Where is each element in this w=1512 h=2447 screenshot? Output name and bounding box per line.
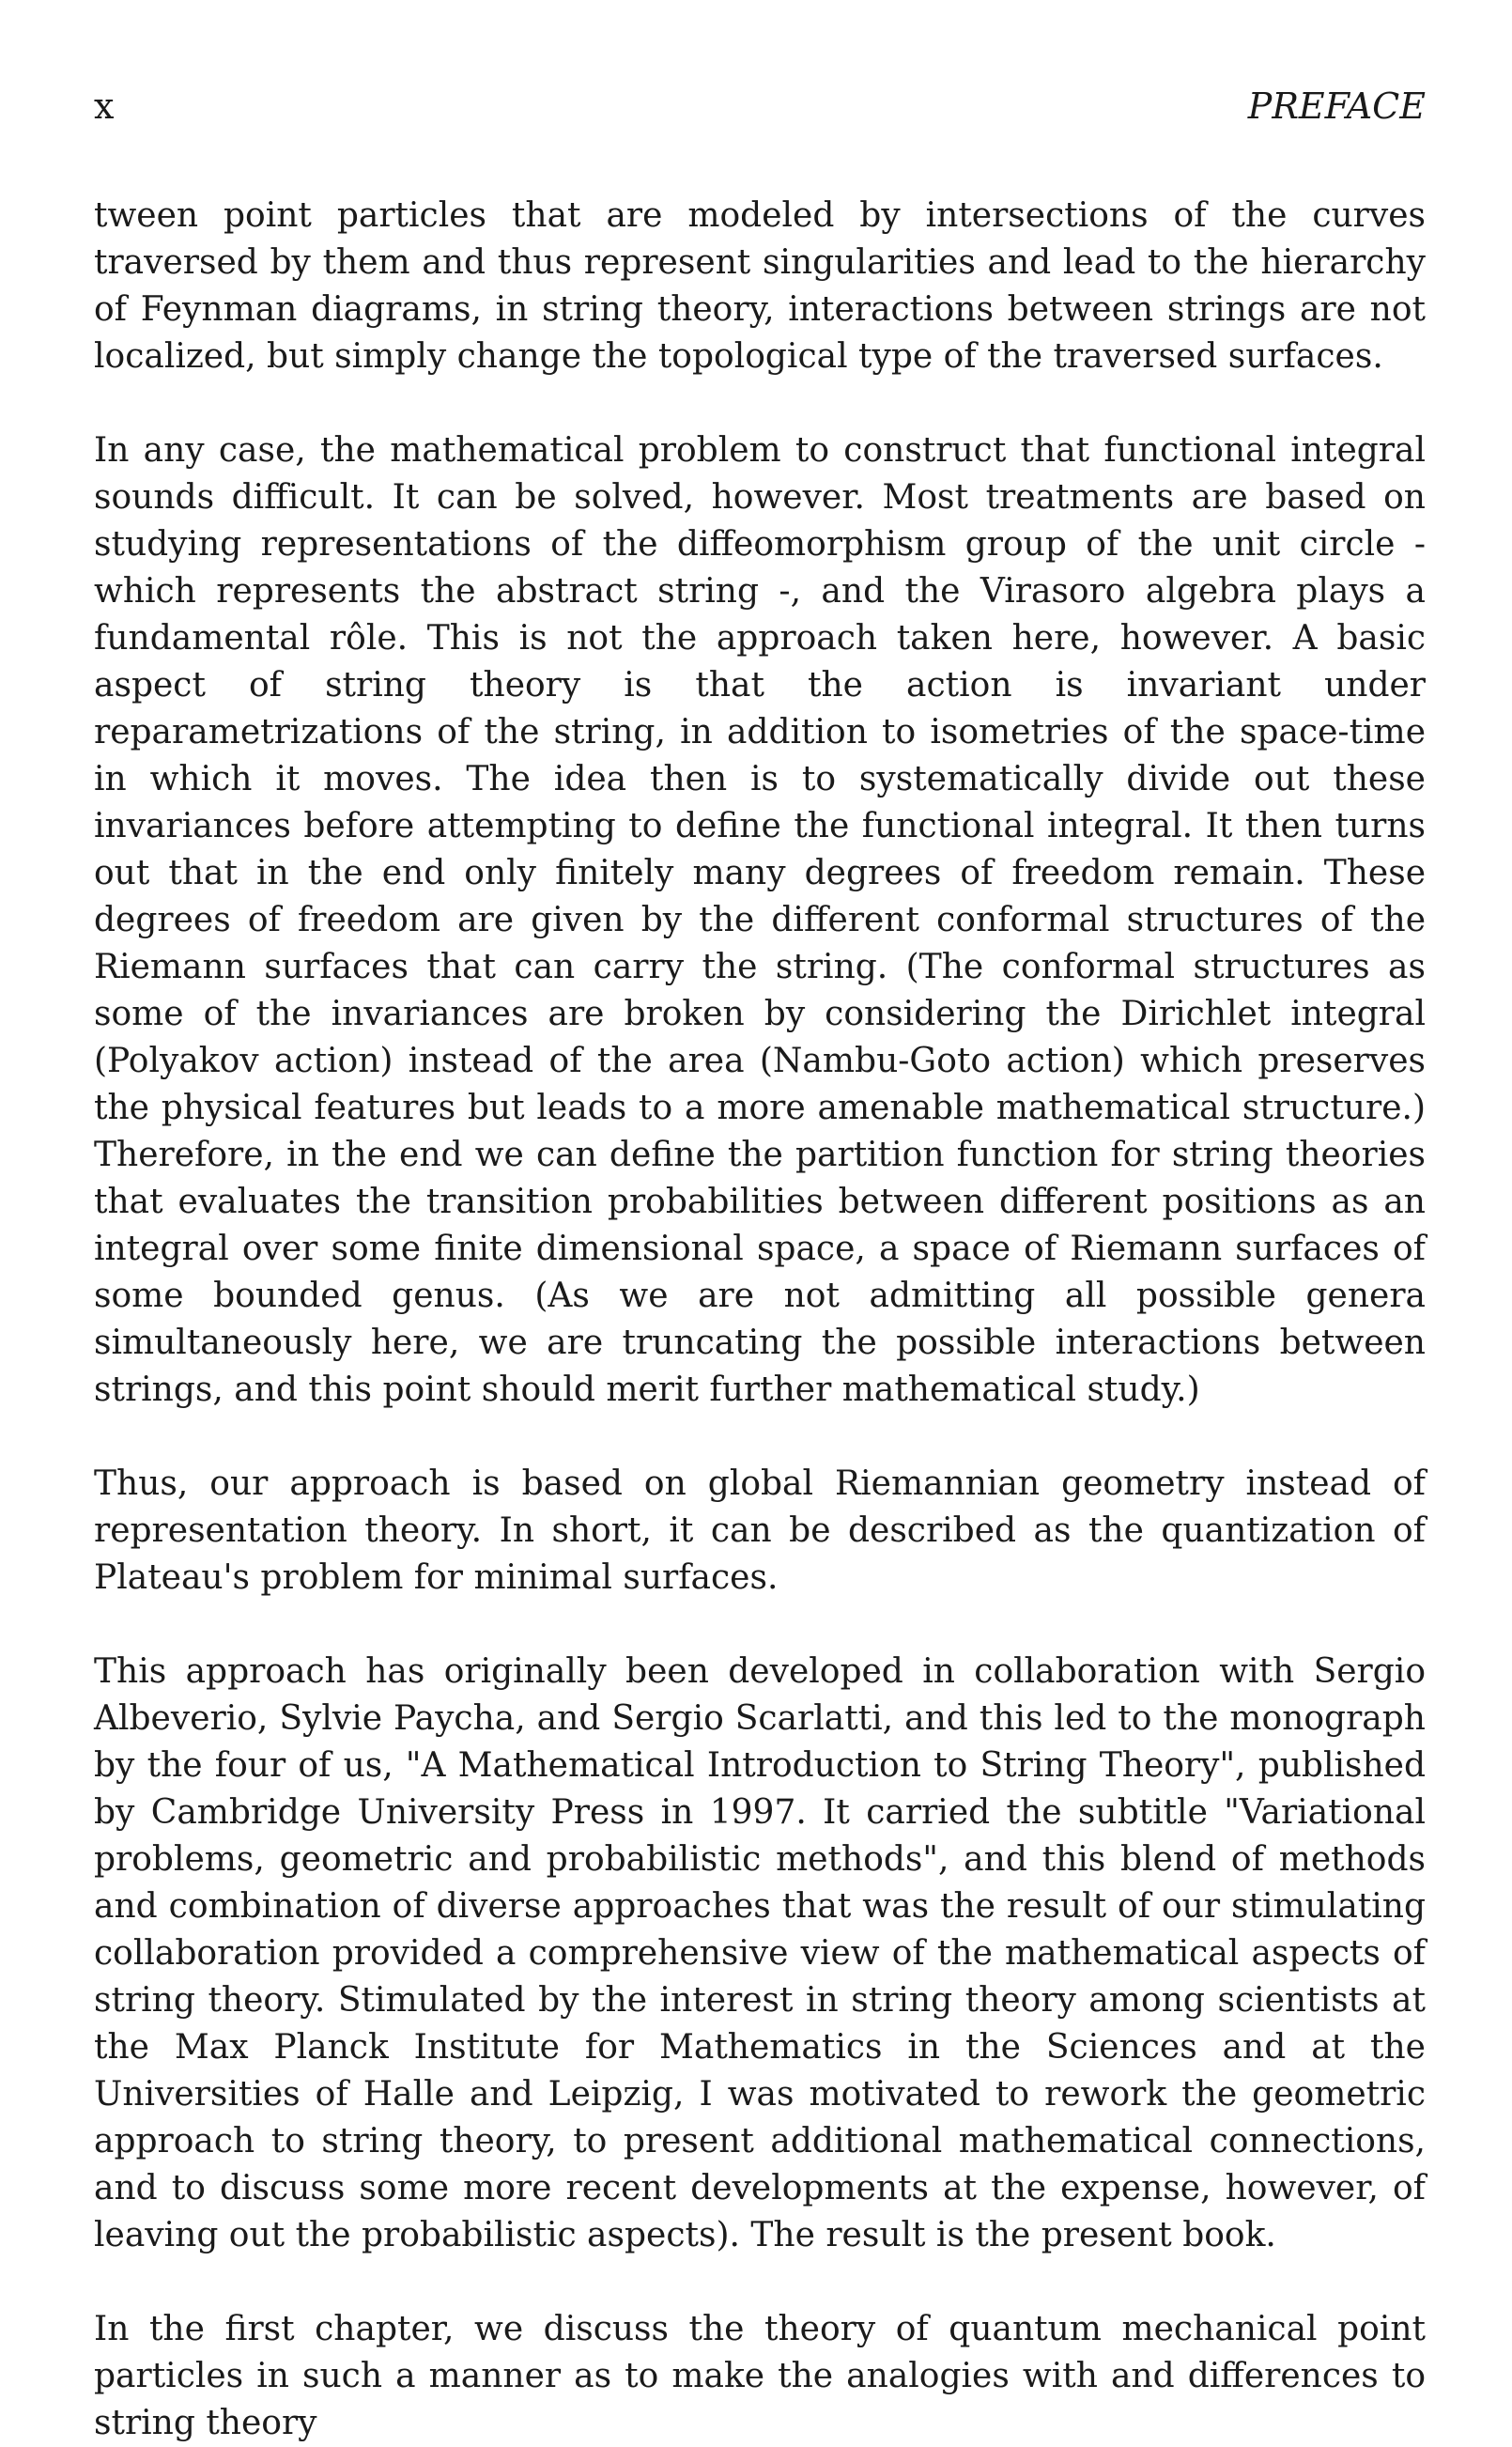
running-head: [94, 83, 1426, 130]
page-number: x: [94, 85, 115, 127]
paragraph-approach: Thus, our approach is based on global Riemannian geometry instead of representation theory. In short, it can be described as the quantization of Plateau's problem for minimal surfaces.: [94, 1464, 1426, 1597]
body-text: [94, 193, 1426, 2447]
paragraph-first-chapter: In the first chapter, we discuss the theory of quantum mechanical point particles in such a manner as to make the analogies with and differences to string theory: [94, 2310, 1426, 2442]
running-title: PREFACE: [1247, 85, 1426, 127]
paragraph-functional-integral: In any case, the mathematical problem to construct that functional integral sounds difficult. It can be solved, however. Most treatments are based on studying representations of the diffeomorphism group of the unit circle - which represents the abstract string -, and the Virasoro algebra plays a fundamental rôle. This is not the approach taken here, however. A basic aspect of string theory is that the action is invariant under reparametrizations of the string, in addition to isometries of the space-time in which it moves. The idea then is to systematically divide out these invariances before attempting to define the functional integral. It then turns out that in the end only finitely many degrees of freedom remain. These degrees of freedom are given by the different conformal structures of the Riemann surfaces that can carry the string. (The conformal structures as some of the invariances are broken by considering the Dirichlet integral (Polyakov action) instead of the area (Nambu-Goto action) which preserves the physical features but leads to a more amenable mathematical structure.) Therefore, in the end we can define the partition function for string theories that evaluates the transition probabilities between different positions as an integral over some finite dimensional space, a space of Riemann surfaces of some bounded genus. (As we are not admitting all possible genera simultaneously here, we are truncating the possible interactions between strings, and this point should merit further mathematical study.): [94, 431, 1426, 1409]
paragraph-continuation: tween point particles that are modeled by intersections of the curves traversed by them and thus represent singularities and lead to the hierarchy of Feynman diagrams, in string theory, interactions between strings are not localized, but simply change the topological type of the traversed surfaces.: [94, 196, 1426, 376]
book-page: [94, 0, 1426, 2442]
paragraph-collaboration: This approach has originally been developed in collaboration with Sergio Albeverio, Sylvie Paycha, and Sergio Scarlatti, and this led to the monograph by the four of us, "A Mathematical Introduction to String Theory", published by Cambridge University Press in 1997. It carried the subtitle "Variational problems, geometric and probabilistic methods", and this blend of methods and combination of diverse approaches that was the result of our stimulating collaboration provided a comprehensive view of the mathematical aspects of string theory. Stimulated by the interest in string theory among scientists at the Max Planck Institute for Mathematics in the Sciences and at the Universities of Halle and Leipzig, I was motivated to rework the geometric approach to string theory, to present additional mathematical connections, and to discuss some more recent developments at the expense, however, of leaving out the probabilistic aspects). The result is the present book.: [94, 1652, 1426, 2254]
